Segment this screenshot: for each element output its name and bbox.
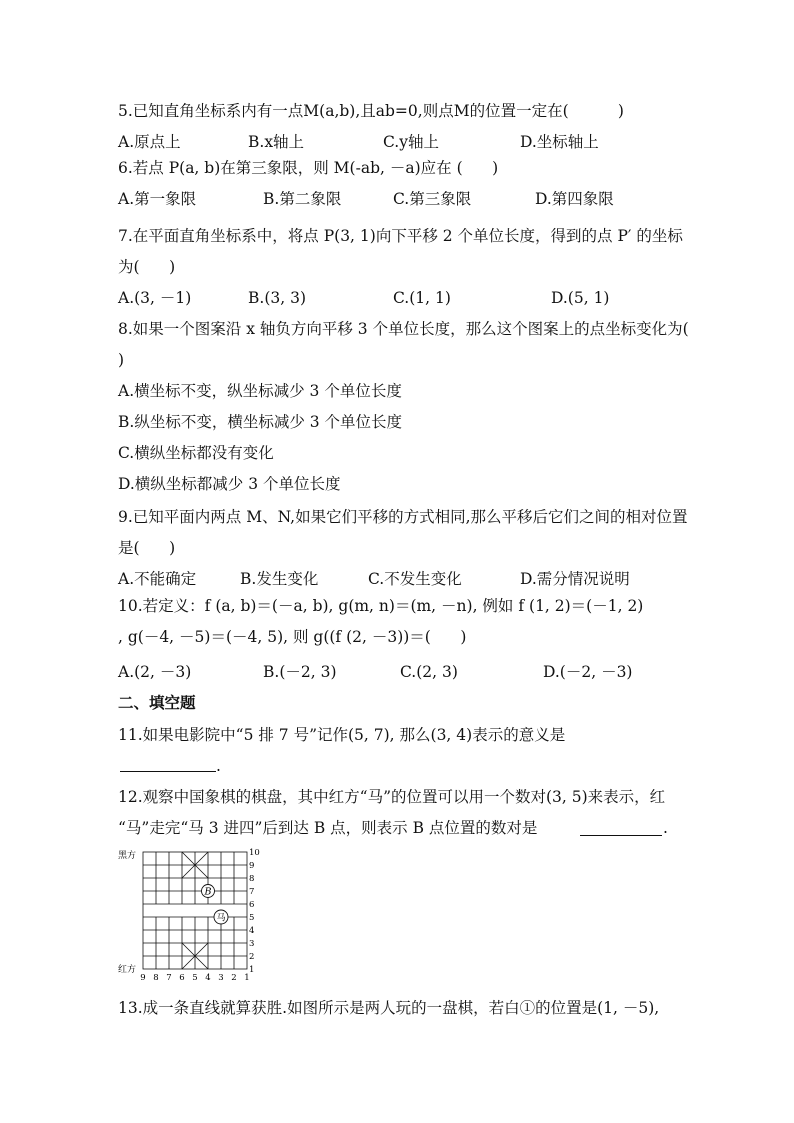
- q8-option-c: C.横纵坐标都没有变化: [118, 444, 274, 462]
- row-number-4: 4: [249, 926, 255, 936]
- row-number-7: 7: [249, 887, 255, 897]
- row-number-1: 1: [249, 965, 255, 975]
- q12-end-period: .: [663, 819, 668, 837]
- row-number-5: 5: [249, 913, 255, 923]
- point-b-label: B: [204, 886, 212, 898]
- q9-stem-line1: 9.已知平面内两点 M、N,如果它们平移的方式相同,那么平移后它们之间的相对位置: [118, 508, 688, 526]
- q5-stem: 5.已知直角坐标系内有一点M(a,b),且ab=0,则点M的位置一定在( ): [118, 102, 624, 120]
- q11-stem-line1: 11.如果电影院中“5 排 7 号”记作(5, 7), 那么(3, 4)表示的意义是: [118, 726, 566, 744]
- q8-option-d: D.横纵坐标都减少 3 个单位长度: [118, 475, 341, 493]
- col-number-3: 3: [218, 973, 224, 981]
- horse-label: 马: [216, 913, 226, 924]
- q7-option-a: A.(3, －1): [118, 289, 192, 307]
- q9-option-c: C.不发生变化: [368, 570, 462, 588]
- red-horse-piece: [214, 910, 228, 924]
- q5-option-a: A.原点上: [118, 133, 181, 151]
- q10-option-a: A.(2, －3): [118, 663, 192, 681]
- row-number-10: 10: [249, 848, 260, 858]
- col-number-1: 1: [244, 973, 250, 981]
- section-title-fill-in: 二、填空题: [118, 694, 196, 712]
- q7-option-b: B.(3, 3): [248, 289, 306, 307]
- q6-option-c: C.第三象限: [393, 190, 472, 208]
- row-number-6: 6: [249, 900, 255, 910]
- q10-stem-line1: 10.若定义：f (a, b)＝(－a, b), g(m, n)＝(m, －n), 例如 f (1, 2)＝(－1, 2): [118, 597, 644, 615]
- row-number-3: 3: [249, 939, 255, 949]
- col-number-5: 5: [192, 973, 198, 981]
- q7-stem-line2: 为( ): [118, 258, 176, 276]
- q7-option-c: C.(1, 1): [393, 289, 451, 307]
- col-number-4: 4: [205, 973, 211, 981]
- col-number-6: 6: [179, 973, 185, 981]
- q5-option-b: B.x轴上: [248, 133, 305, 151]
- board-grid: [143, 852, 247, 969]
- black-side-label: 黑方: [118, 851, 137, 861]
- col-number-8: 8: [153, 973, 159, 981]
- q9-option-b: B.发生变化: [240, 570, 319, 588]
- q8-stem-line1: 8.如果一个图案沿 x 轴负方向平移 3 个单位长度，那么这个图案上的点坐标变化为(: [118, 320, 689, 338]
- q6-stem: 6.若点 P(a, b)在第三象限，则 M(-ab, －a)应在 ( ): [118, 159, 499, 177]
- row-number-8: 8: [249, 874, 255, 884]
- q13-stem-line1: 13.成一条直线就算获胜.如图所示是两人玩的一盘棋，若白①的位置是(1, －5),: [118, 999, 660, 1017]
- col-number-9: 9: [140, 973, 146, 981]
- col-number-7: 7: [166, 973, 172, 981]
- q12-stem-line1: 12.观察中国象棋的棋盘，其中红方“马”的位置可以用一个数对(3, 5)来表示，红: [118, 788, 666, 806]
- q6-option-a: A.第一象限: [118, 190, 197, 208]
- q6-option-b: B.第二象限: [263, 190, 342, 208]
- q12-stem-line2: “马”走完“马 3 进四”后到达 B 点，则表示 B 点位置的数对是: [118, 819, 538, 837]
- q8-option-a: A.横坐标不变，纵坐标减少 3 个单位长度: [118, 382, 402, 400]
- q5-option-d: D.坐标轴上: [520, 133, 599, 151]
- q9-option-d: D.需分情况说明: [520, 570, 630, 588]
- q10-stem-line2: , g(－4, －5)＝(－4, 5), 则 g((f (2, －3))＝( ): [118, 628, 467, 646]
- q6-option-d: D.第四象限: [535, 190, 614, 208]
- point-b-marker: [202, 885, 215, 898]
- row-number-9: 9: [249, 861, 255, 871]
- q8-stem-line2: ): [118, 351, 125, 369]
- q10-option-c: C.(2, 3): [400, 663, 458, 681]
- red-side-label: 红方: [118, 965, 137, 975]
- chinese-chess-board-figure: [118, 846, 268, 981]
- q7-stem-line1: 7.在平面直角坐标系中，将点 P(3, 1)向下平移 2 个单位长度，得到的点 P′ 的坐标: [118, 227, 683, 245]
- q5-option-c: C.y轴上: [383, 133, 439, 151]
- q10-option-d: D.(－2, －3): [543, 663, 633, 681]
- q12-answer-blank: [580, 834, 662, 836]
- q11-answer-blank: [120, 770, 216, 772]
- q9-stem-line2: 是( ): [118, 539, 176, 557]
- q7-option-d: D.(5, 1): [551, 289, 610, 307]
- q9-option-a: A.不能确定: [118, 570, 197, 588]
- row-number-2: 2: [249, 952, 255, 962]
- col-number-2: 2: [231, 973, 237, 981]
- q10-option-b: B.(－2, 3): [263, 663, 337, 681]
- q8-option-b: B.纵坐标不变，横坐标减少 3 个单位长度: [118, 413, 403, 431]
- q11-end-period: .: [216, 757, 221, 775]
